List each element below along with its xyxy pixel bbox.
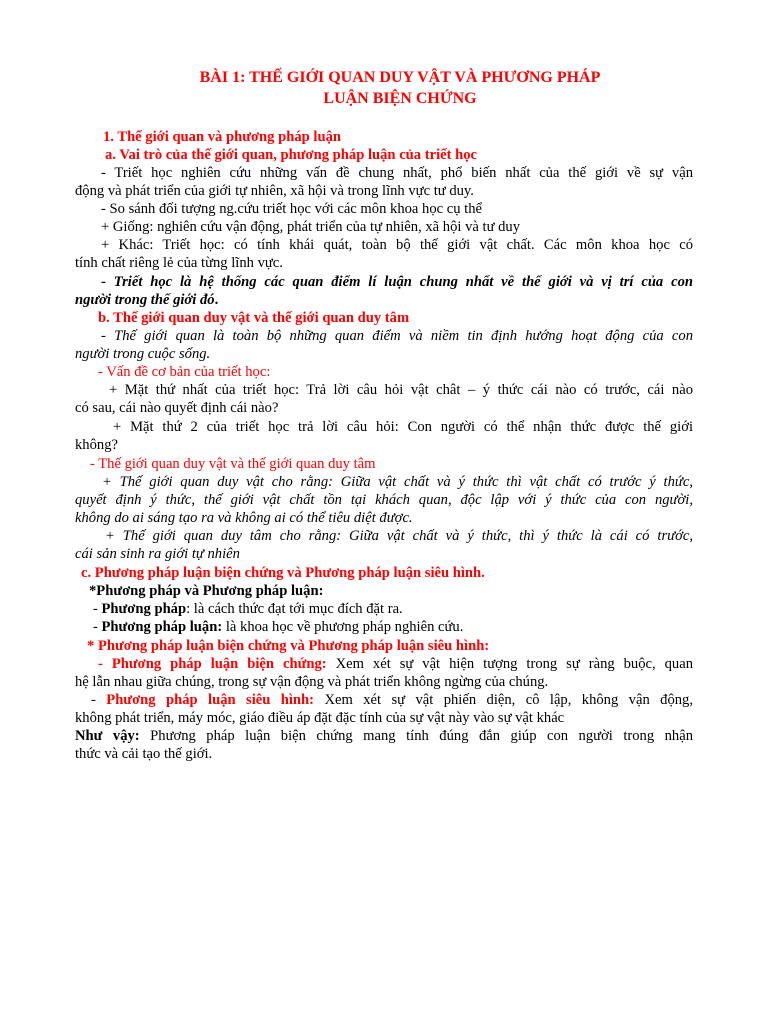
metaphysic-term: Phương pháp luận siêu hình: — [106, 692, 315, 708]
method-item-2-dash: - — [93, 619, 102, 635]
paragraph-3: + Giống: nghiên cứu vận động, phát triển của tự nhiên, xã hội và tư duy — [101, 219, 521, 235]
section-1a-heading: a. Vai trò của thế giới quan, phương pháp luận của triết học — [105, 147, 477, 163]
dialectic-text: Xem xét sự vật hiện tượng trong sự ràng buộc, quan — [326, 656, 693, 672]
paragraph-4-line-1: + Khác: Triết học: có tính khái quát, toàn bộ thế giới vật chất. Các môn khoa học có — [101, 237, 693, 253]
dialectic-term: - Phương pháp luận biện chứng: — [98, 656, 327, 672]
dialectic-metaphysic-heading: * Phương pháp luận biện chứng và Phương pháp luận siêu hình: — [87, 638, 490, 654]
basic-problem-heading: - Vấn đề cơ bản của triết học: — [98, 364, 271, 380]
definition-line-1 — [101, 273, 693, 291]
metaphysic-dash: - — [91, 692, 107, 708]
side-1-line-2: có sau, cái nào quyết định cái nào? — [75, 400, 279, 416]
metaphysic-text: Xem xét sự vật phiến diện, cô lập, không vận động, — [314, 692, 693, 708]
section-1-heading: 1. Thế giới quan và phương pháp luận — [103, 129, 341, 145]
idealist-line-2: cái sản sinh ra giới tự nhiên — [75, 546, 240, 562]
conclusion-term: Như vậy: — [75, 728, 140, 744]
conclusion-line-2: thức và cải tạo thế giới. — [75, 746, 213, 762]
method-item-1 — [93, 600, 403, 618]
title-line-2: LUẬN BIỆN CHỨNG — [323, 90, 477, 107]
dialectic-line-2: hệ lẫn nhau giữa chúng, trong sự vận động và phát triển không ngừng của chúng. — [75, 674, 549, 690]
conclusion-text: Phương pháp luận biện chứng mang tính đúng đắn giúp con người trong nhận — [139, 728, 694, 744]
section-1c-heading: c. Phương pháp luận biện chứng và Phương pháp luận siêu hình. — [81, 565, 485, 581]
definition-line-2 — [75, 291, 218, 309]
paragraph-2: - So sánh đối tượng ng.cứu triết học với các môn khoa học cụ thể — [101, 201, 483, 217]
paragraph-1-line-1: - Triết học nghiên cứu những vấn đề chung nhất, phổ biến nhất của thế giới về sự vận — [101, 165, 693, 181]
definition-text-1: Triết học là hệ thống các quan điểm lí luận chung nhất về thế giới và vị trí của con — [113, 274, 693, 290]
materialist-line-2: quyết định ý thức, thế giới vật chất tồn tại khách quan, độc lập với ý thức của con người, — [75, 492, 693, 508]
materialist-line-1: + Thế giới quan duy vật cho rằng: Giữa vật chất và ý thức thì vật chất có trước ý thức, — [102, 474, 693, 490]
metaphysic-line-1 — [91, 691, 693, 709]
section-1b-heading: b. Thế giới quan duy vật và thế giới quan duy tâm — [98, 310, 410, 326]
side-2-line-1: + Mặt thứ 2 của triết học trả lời câu hỏi: Con người có thể nhận thức được thế giới — [113, 419, 693, 435]
method-heading: *Phương pháp và Phương pháp luận: — [89, 583, 324, 599]
conclusion-line-1 — [75, 727, 693, 745]
method-item-2 — [93, 618, 463, 636]
worldview-def-line-1: - Thế giới quan là toàn bộ những quan điểm và niềm tin định hướng hoạt động của con — [101, 328, 693, 344]
side-2-line-2: không? — [75, 437, 118, 453]
side-1-line-1: + Mặt thứ nhất của triết học: Trả lời câu hỏi vật chât – ý thức cái nào có trước, cái nào — [109, 382, 693, 398]
definition-period: . — [214, 292, 219, 308]
dialectic-line-1 — [98, 655, 693, 673]
worldview-heading: - Thế giới quan duy vật và thế giới quan duy tâm — [90, 456, 376, 472]
method-item-2-term: Phương pháp luận: — [101, 619, 223, 635]
worldview-def-line-2: người trong cuộc sống. — [75, 346, 211, 362]
definition-dash: - — [101, 274, 114, 290]
title-line-1: BÀI 1: THẾ GIỚI QUAN DUY VẬT VÀ PHƯƠNG PHÁP — [199, 69, 601, 86]
definition-text-2: người trong thế giới đó — [75, 292, 215, 308]
metaphysic-line-2: không phát triển, máy móc, giáo điều áp đặt đặc tính của sự vật này vào sự vật khác — [75, 710, 565, 726]
idealist-line-1: + Thế giới quan duy tâm cho rằng: Giữa vật chất và ý thức, thì ý thức là cái có trước, — [105, 528, 693, 544]
method-item-1-dash: - — [93, 601, 102, 617]
method-item-2-text: là khoa học về phương pháp nghiên cứu. — [222, 619, 464, 635]
paragraph-1-line-2: động và phát triển của giới tự nhiên, xã hội và trong lĩnh vực tư duy. — [75, 183, 474, 199]
method-item-1-text: : là cách thức đạt tới mục đích đặt ra. — [186, 601, 403, 617]
materialist-line-3: không do ai sáng tạo ra và không ai có thể tiêu diệt được. — [75, 510, 413, 526]
method-item-1-term: Phương pháp — [101, 601, 187, 617]
paragraph-4-line-2: tính chất riêng lẻ của từng lĩnh vực. — [75, 255, 283, 271]
